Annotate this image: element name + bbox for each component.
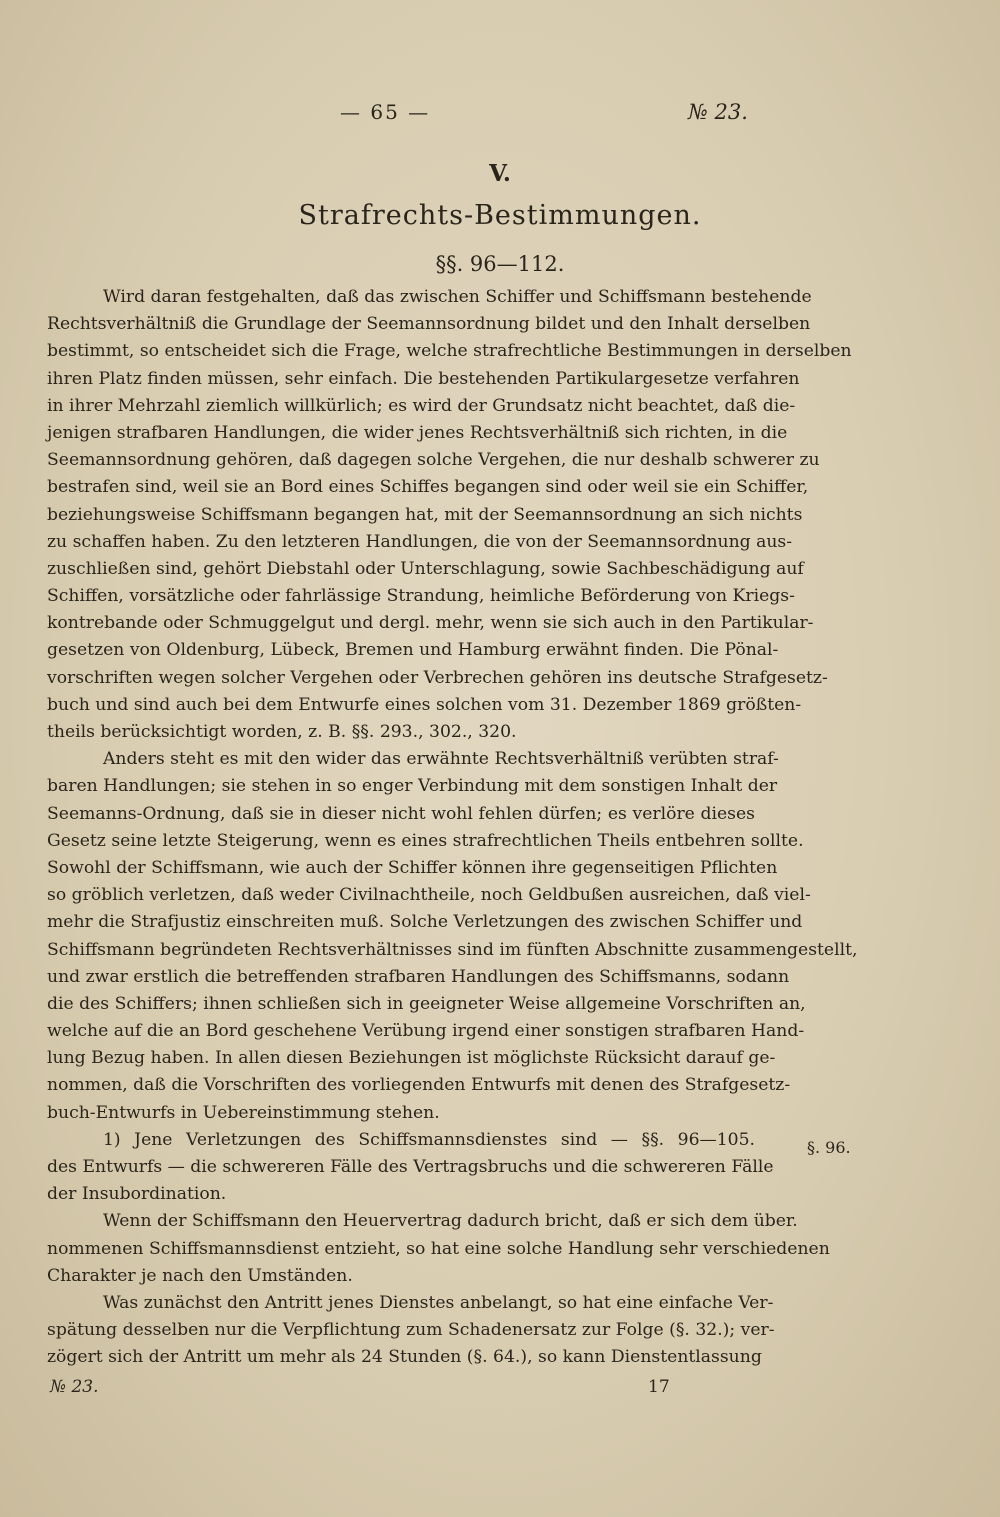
text-line: Seemanns-Ordnung, daß sie in dieser nicht wohl fehlen dürfen; es verlöre dieses: [47, 803, 755, 824]
section-paragraph-range: §§. 96—112.: [435, 252, 565, 276]
page-number: — 65 —: [340, 100, 431, 124]
page-header: [0, 100, 1000, 130]
text-line: Schiffsmann begründeten Rechtsverhältnisses sind im fünften Abschnitte zusammengestellt,: [47, 939, 858, 960]
text-line: zögert sich der Antritt um mehr als 24 Stunden (§. 64.), so kann Dienstentlassung: [47, 1347, 762, 1368]
text-line: kontrebande oder Schmuggelgut und dergl. mehr, wenn sie sich auch in den Partikular-: [47, 613, 814, 634]
text-line: Was zunächst den Antritt jenes Dienstes anbelangt, so hat eine einfache Ver-: [103, 1292, 774, 1313]
text-line: mehr die Strafjustiz einschreiten muß. Solche Verletzungen des zwischen Schiffer und: [47, 912, 803, 933]
text-line: Schiffen, vorsätzliche oder fahrlässige Strandung, heimliche Beförderung von Kriegs-: [47, 586, 795, 607]
text-line: jenigen strafbaren Handlungen, die wider jenes Rechtsverhältniß sich richten, in die: [47, 422, 788, 443]
text-line: baren Handlungen; sie stehen in so enger Verbindung mit dem sonstigen Inhalt der: [47, 776, 778, 797]
text-line: theils berücksichtigt worden, z. B. §§. 293., 302., 320.: [47, 722, 517, 742]
section-title: Strafrechts-Bestimmungen.: [298, 200, 702, 231]
text-line: Wenn der Schiffsmann den Heuervertrag dadurch bricht, daß er sich dem über.: [103, 1211, 798, 1232]
text-line: gesetzen von Oldenburg, Lübeck, Bremen und Hamburg erwähnt finden. Die Pönal-: [47, 640, 779, 661]
section-number: V.: [489, 160, 511, 187]
text-line: spätung desselben nur die Verpflichtung zum Schadenersatz zur Folge (§. 32.); ver-: [47, 1320, 775, 1341]
text-line: Wird daran festgehalten, daß das zwischen Schiffer und Schiffsmann bestehende: [103, 287, 812, 307]
text-line: der Insubordination.: [47, 1184, 227, 1205]
text-line: Gesetz seine letzte Steigerung, wenn es eines strafrechtlichen Theils entbehren sollte.: [47, 830, 804, 851]
text-line: 1) Jene Verletzungen des Schiffsmannsdienstes sind — §§. 96—105.: [103, 1129, 755, 1150]
footer-document-number: № 23.: [50, 1377, 99, 1397]
document-number: № 23.: [688, 100, 748, 124]
text-line: und zwar erstlich die betreffenden strafbaren Handlungen des Schiffsmanns, sodann: [47, 966, 790, 987]
text-line: buch und sind auch bei dem Entwurfe eines solchen vom 31. Dezember 1869 größten-: [47, 694, 802, 715]
footer-sheet-number: 17: [648, 1377, 670, 1397]
text-line: vorschriften wegen solcher Vergehen oder Verbrechen gehören ins deutsche Strafgesetz-: [47, 667, 828, 688]
text-line: Charakter je nach den Umständen.: [47, 1265, 353, 1286]
text-line: in ihrer Mehrzahl ziemlich willkürlich; es wird der Grundsatz nicht beachtet, daß die-: [47, 395, 796, 416]
text-line: welche auf die an Bord geschehene Verübung irgend einer sonstigen strafbaren Hand-: [47, 1021, 805, 1042]
text-line: Seemannsordnung gehören, daß dagegen solche Vergehen, die nur deshalb schwerer zu: [47, 450, 820, 471]
body-text: [47, 284, 858, 1372]
text-line: nommen, daß die Vorschriften des vorliegenden Entwurfs mit denen des Strafgesetz-: [47, 1075, 791, 1096]
text-line: ihren Platz finden müssen, sehr einfach. Die bestehenden Partikulargesetze verfahren: [47, 368, 800, 389]
text-line: des Entwurfs — die schwereren Fälle des Vertragsbruchs und die schwereren Fälle: [47, 1157, 774, 1177]
text-line: die des Schiffers; ihnen schließen sich in geeigneter Weise allgemeine Vorschriften an,: [47, 993, 806, 1014]
text-line: Anders steht es mit den wider das erwähnte Rechtsverhältniß verübten straf-: [103, 749, 779, 770]
text-line: bestimmt, so entscheidet sich die Frage, welche strafrechtliche Bestimmungen in derselben: [47, 341, 852, 362]
text-line: Rechtsverhältniß die Grundlage der Seemannsordnung bildet und den Inhalt derselben: [47, 314, 811, 335]
margin-note: §. 96.: [807, 1138, 851, 1157]
text-line: buch-Entwurfs in Uebereinstimmung stehen.: [47, 1102, 440, 1123]
text-line: bestrafen sind, weil sie an Bord eines Schiffes begangen sind oder weil sie ein Schiffer,: [47, 477, 809, 498]
text-line: lung Bezug haben. In allen diesen Beziehungen ist möglichste Rücksicht darauf ge-: [47, 1048, 776, 1069]
text-line: so gröblich verletzen, daß weder Civilnachtheile, noch Geldbußen ausreichen, daß viel-: [47, 885, 811, 906]
text-line: Sowohl der Schiffsmann, wie auch der Schiffer können ihre gegenseitigen Pflichten: [47, 857, 778, 878]
text-line: zu schaffen haben. Zu den letzteren Handlungen, die von der Seemannsordnung aus-: [47, 531, 793, 552]
text-line: nommenen Schiffsmannsdienst entzieht, so hat eine solche Handlung sehr verschiedenen: [47, 1238, 830, 1259]
text-line: beziehungsweise Schiffsmann begangen hat, mit der Seemannsordnung an sich nichts: [47, 504, 803, 525]
text-line: zuschließen sind, gehört Diebstahl oder Unterschlagung, sowie Sachbeschädigung auf: [47, 558, 804, 579]
